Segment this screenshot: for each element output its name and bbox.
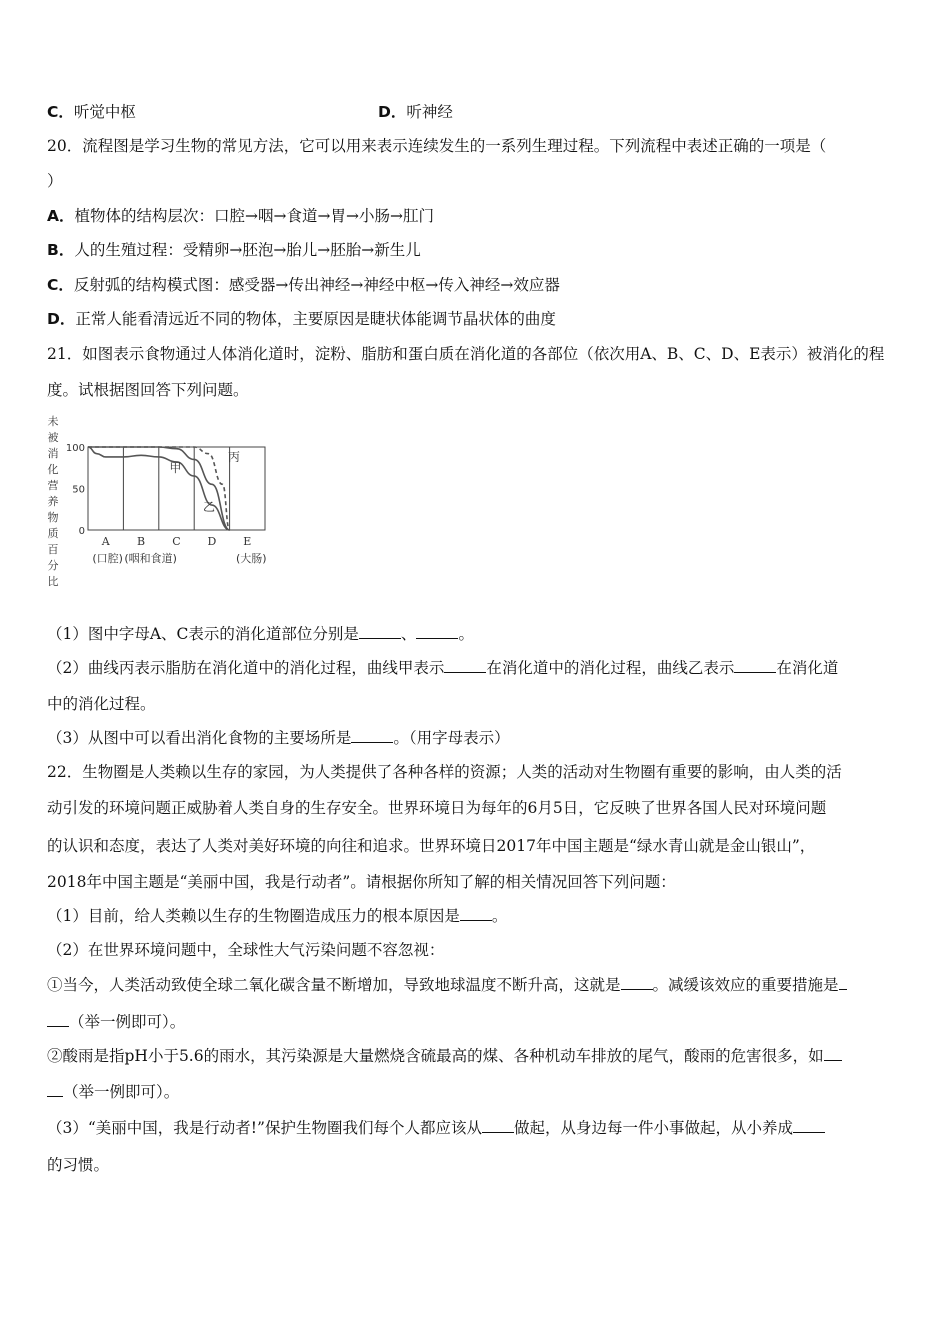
option-label: A． (47, 207, 75, 225)
q20-stem-end: ） (47, 172, 63, 190)
option-label: B． (47, 241, 75, 259)
y-label-char: 物 (47, 511, 59, 524)
q22-sub3-text-a: （3）“美丽中国，我是行动者!”保护生物圈我们每个人都应该从 (47, 1119, 482, 1137)
q22-sub3-line2: 的习惯。 (47, 1156, 110, 1174)
answer-blank-jia[interactable] (444, 658, 486, 673)
series-label: 丙 (227, 449, 240, 464)
y-label-char: 营 (47, 479, 59, 492)
y-tick-label: 50 (72, 484, 85, 496)
q22-sub2-1-text-c: （举一例即可）。 (69, 1013, 186, 1031)
option-label: C． (47, 103, 74, 121)
q21-sub3 (47, 728, 510, 748)
q22-para-4: 2018年中国主题是“美丽中国，我是行动者”。请根据你所知了解的相关情况回答下列问题： (47, 873, 676, 891)
q22-sub2-1-line2 (47, 1012, 185, 1032)
y-label-char: 百 (47, 543, 59, 556)
x-region-label: (大肠) (236, 552, 267, 565)
q21-sub1-text: （1）图中字母A、C表示的消化道部位分别是 (47, 625, 359, 643)
q21-sub2 (47, 658, 838, 678)
q21-sub2-text-c: 在消化道 (776, 659, 839, 677)
q22-sub2-1-text-a: ①当今，人类活动致使全球二氧化碳含量不断增加，导致地球温度不断升高，这就是 (47, 976, 621, 994)
x-category-label: A (101, 535, 110, 548)
y-label-char: 质 (47, 527, 59, 540)
y-label-char: 消 (47, 447, 59, 460)
q21-sub1-sep: 、 (400, 625, 417, 643)
answer-blank-harm-1[interactable] (824, 1046, 842, 1061)
q22-sub1-text: （1）目前，给人类赖以生存的生物圈造成压力的根本原因是 (47, 907, 460, 925)
q20-option-c (47, 275, 560, 295)
q22-sub2-2 (47, 1046, 842, 1066)
q21-sub2-text-b: 在消化道中的消化过程，曲线乙表示 (486, 659, 735, 677)
answer-blank-habit[interactable] (793, 1118, 825, 1133)
answer-blank-measure-2[interactable] (47, 1012, 69, 1027)
q21-sub2-text-a: （2）曲线丙表示脂肪在消化道中的消化过程，曲线甲表示 (47, 659, 445, 677)
answer-blank-measure-1[interactable] (839, 975, 847, 990)
y-label-char: 养 (47, 495, 59, 508)
y-label-char: 化 (47, 463, 59, 476)
q22-sub3-text-b: 做起，从身边每一件小事做起，从小养成 (513, 1119, 793, 1137)
x-category-label: B (137, 535, 146, 548)
q22-sub2-1-text-b: 。减缓该效应的重要措施是 (652, 976, 839, 994)
y-axis-label (48, 414, 59, 588)
q21-sub3-text: （3）从图中可以看出消化食物的主要场所是 (47, 729, 352, 747)
answer-blank-harm-2[interactable] (47, 1082, 63, 1097)
answer-blank-start[interactable] (482, 1118, 514, 1133)
x-region-label: (咽和食道) (124, 552, 177, 565)
answer-blank-c[interactable] (416, 624, 458, 639)
x-region-label: (口腔) (92, 552, 123, 565)
option-text: 正常人能看清远近不同的物体，主要原因是睫状体能调节晶状体的曲度 (75, 310, 556, 328)
option-text: 反射弧的结构模式图：感受器→传出神经→神经中枢→传入神经→效应器 (73, 276, 560, 294)
q22-sub2-2-text-c: （举一例即可）。 (63, 1083, 180, 1101)
q22-sub1-end: 。 (491, 907, 508, 925)
y-axis-ticks (66, 443, 85, 537)
series-label: 乙 (203, 499, 216, 514)
q22-sub2: （2）在世界环境问题中，全球性大气污染问题不容忽视： (47, 941, 445, 959)
q22-sub1 (47, 906, 507, 926)
q22-para-2: 动引发的环境问题正威胁着人类自身的生存安全。世界环境日为每年的6月5日，它反映了世界各国人民对环境问题 (47, 799, 827, 817)
answer-blank-effect[interactable] (621, 975, 653, 990)
y-tick-label: 0 (78, 526, 85, 537)
q20-option-b (47, 240, 421, 260)
y-label-char: 分 (47, 559, 59, 572)
q21-sub3-end: 。（用字母表示） (393, 729, 510, 747)
y-label-char: 比 (47, 575, 59, 588)
q22-para-3: 的认识和态度，表达了人类对美好环境的向往和追求。世界环境日2017年中国主题是“绿水青山就是金山银山”， (47, 837, 816, 855)
option-text: 人的生殖过程：受精卵→胚泡→胎儿→胚胎→新生儿 (74, 241, 421, 259)
series-label: 甲 (169, 460, 182, 475)
q22-sub2-1 (47, 975, 847, 995)
q21-sub1 (47, 624, 474, 644)
q22-sub2-2-text-a: ②酸雨是指pH小于5.6的雨水，其污染源是大量燃烧含硫最高的煤、各种机动车排放的尾气，酸雨的危害很多，如 (47, 1047, 824, 1065)
option-text: 听神经 (406, 103, 453, 121)
option-text: 听觉中枢 (73, 103, 136, 121)
x-category-label: D (207, 535, 217, 548)
answer-blank-yi[interactable] (734, 658, 776, 673)
q21-stem-2: 度。试根据图回答下列问题。 (47, 381, 249, 399)
option-text: 植物体的结构层次：口腔→咽→食道→胃→小肠→肛门 (74, 207, 434, 225)
q21-sub2-line2: 中的消化过程。 (47, 695, 156, 713)
answer-blank-pressure[interactable] (460, 906, 492, 921)
y-label-char: 被 (47, 431, 59, 444)
q20-option-a (47, 206, 434, 226)
x-category-label: E (243, 535, 252, 548)
q19-option-c (47, 102, 136, 122)
q22-sub2-2-line2 (47, 1082, 179, 1102)
digestion-chart (40, 412, 300, 594)
x-category-label: C (172, 535, 181, 548)
q22-para-1: 22．生物圈是人类赖以生存的家园，为人类提供了各种各样的资源；人类的活动对生物圈有重要的影响，由人类的活 (47, 763, 842, 781)
option-label: C． (47, 276, 74, 294)
q20-option-d (47, 309, 556, 329)
chart-series (88, 447, 240, 530)
q22-sub3 (47, 1118, 825, 1138)
q19-option-d (378, 102, 453, 122)
q20-stem: 20．流程图是学习生物的常见方法，它可以用来表示连续发生的一系列生理过程。下列流程中表述正确的一项是（ (47, 137, 827, 155)
y-tick-label: 100 (65, 443, 85, 454)
chart-labels (92, 535, 266, 565)
answer-blank-a[interactable] (359, 624, 401, 639)
answer-blank-site[interactable] (351, 728, 393, 743)
option-label: D． (378, 103, 407, 121)
q21-stem-1: 21．如图表示食物通过人体消化道时，淀粉、脂肪和蛋白质在消化道的各部位（依次用A、B、C、D、E表示）被消化的程 (47, 345, 885, 363)
q21-sub1-end: 。 (458, 625, 474, 643)
y-label-char: 未 (47, 415, 59, 428)
option-label: D． (47, 310, 76, 328)
